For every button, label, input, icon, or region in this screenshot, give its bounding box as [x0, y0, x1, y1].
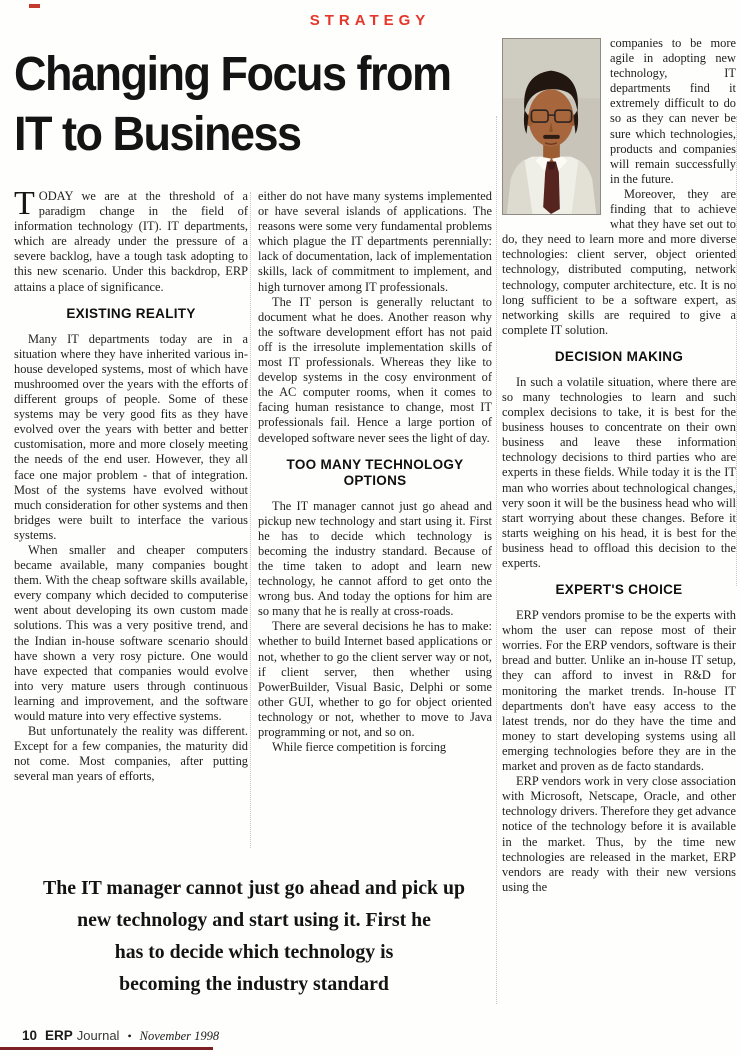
heading-too-many-technology-options: TOO MANY TECHNOLOGY OPTIONS	[286, 456, 464, 488]
footer-rule	[0, 1047, 213, 1050]
body-paragraph: Many IT departments today are in a situation where they have inherited various in-house developed systems, most of which have mushroomed over the years with the efforts of different groups of people. Some of these systems may be very good fits as they have evolved over the years with better and better customisation, more and more closely meeting the needs of the end user. However, they all face one major problem - that of integration. Most of the systems have evolved without much consideration for other systems and then bridges were built to interface the various systems.	[14, 331, 248, 542]
body-paragraph: The IT person is generally reluctant to document what he does. Another reason why the software development effort has not paid off is the irresolute implementation skills of most IT professionals. Whereas they like to develop systems in the cosy environment of the AC computer rooms, when it comes to facing human resistance to change, most IT professionals fail. Hence a large portion of developed software never sees the light of day.	[258, 294, 492, 445]
page-number: 10	[22, 1028, 38, 1043]
body-paragraph: In such a volatile situation, where there are so many technologies to learn and such complex decisions to take, it is best for the business houses to concentrate on their own business and leave these information technology decisions to third parties who are experts in these fields. While today it is the IT man who worries about technological changes, very soon it will be the business head who will start worrying about these changes. Before it starts weighing on his head, it is best for the business head to offload this decision to the experts.	[502, 374, 736, 570]
body-paragraph: ERP vendors promise to be the experts with whom the user can repose most of their worries. For the ERP vendors, software is their bread and butter. Unlike an in-house IT setup, they can afford to invest in R&D for monitoring the market trends. In-house IT departments don't have easy access to the latest trends, nor do they have the time and money to start developing systems using all emerging technologies before they are in the market and proven as de facto standards.	[502, 608, 736, 774]
body-paragraph: ERP vendors work in very close association with Microsoft, Netscape, Oracle, and other technology drivers. Therefore they get advance notice of the technology before it is available in the market. Thus, by the time new technologies are released in the market, ERP vendors are ready with their new versions using the	[502, 774, 736, 894]
author-portrait-photo	[502, 38, 601, 215]
heading-decision-making: DECISION MAKING	[554, 348, 684, 364]
footer-bullet: •	[127, 1029, 132, 1043]
section-label-strategy: STRATEGY	[309, 12, 431, 29]
article-title	[14, 44, 498, 164]
pull-quote-line: becoming the industry standard	[119, 973, 389, 995]
article-title-line-1: Changing Focus from	[14, 46, 451, 101]
body-paragraph: Moreover, they are finding that to achieve what they have set out to do, they need to learn more and more diverse technologies: client server, object oriented technology, distributed computing, network technology, computer architecture, etc. It is no long sufficient to be a software expert, as networking skills are required to give a complete IT solution.	[502, 186, 736, 337]
text-column-3	[502, 36, 736, 1014]
column-divider	[250, 192, 251, 848]
heading-experts-choice: EXPERT'S CHOICE	[555, 582, 683, 598]
body-paragraph: companies to be more agile in adopting new technology, IT departments find it extremely difficult to do so as they can never be sure which technologies, products and companies will remain successfully in the future.	[610, 36, 736, 186]
body-paragraph: While fierce competition is forcing	[272, 740, 447, 755]
body-paragraph: either do not have many systems implemented or have several islands of applications. The reasons were some very fundamental problems which plague the IT departments perennially: lack of documentation, lack of implementation skills, lack of commitment to implement, and high turnover among IT professionals.	[258, 189, 492, 294]
body-paragraph	[14, 189, 248, 295]
article-title-line-2: IT to Business	[14, 106, 301, 161]
page-footer	[22, 1028, 219, 1044]
issue-date: November 1998	[139, 1029, 220, 1043]
journal-name-bold: ERP	[45, 1028, 73, 1043]
body-paragraph: But unfortunately the reality was different. Except for a few companies, the maturity did not come. Most companies, after putting several man years of efforts,	[14, 724, 248, 784]
page-edge-divider	[736, 116, 737, 586]
body-paragraph: When smaller and cheaper computers became available, many companies bought them. With the cheap software skills available, every company which decided to computerise went about developing its own custom made solutions. This was a very positive trend, and the Indian in-house software scenario should have shown a very rosy picture. One would have expected that companies would evolve into very mature users through continuous learning and improvement, and the software would mature into very effective systems.	[14, 542, 248, 723]
body-paragraph: The IT manager cannot just go ahead and pickup new technology and start using it. First he has to decide which technology is becoming the industry standard. Because of the time taken to adopt and learn new technology, he cannot afford to get onto the wrong bus. And today the options for him are so many that he is really at cross-roads.	[258, 498, 492, 619]
pull-quote	[16, 872, 492, 1000]
text-column-2	[258, 189, 492, 865]
column-divider	[496, 116, 497, 1004]
author-portrait-illustration	[503, 39, 600, 214]
drop-cap: T	[14, 189, 35, 222]
pull-quote-line: The IT manager cannot just go ahead and pick up	[43, 877, 465, 899]
journal-name: Journal	[76, 1028, 120, 1043]
heading-existing-reality: EXISTING REALITY	[66, 305, 196, 321]
pull-quote-line: has to decide which technology is	[114, 941, 394, 963]
text-column-1	[14, 189, 248, 865]
body-paragraph: There are several decisions he has to make: whether to build Internet based applications or not, whether to go the client server way or not, if client server, then whether using PowerBuilder, Visual Basic, Delphi or some other GUI, whether to go for object oriented technology or not, whether to move to Java programming or not, and so on.	[258, 619, 492, 739]
paragraph-text: ODAY we are at the threshold of a paradigm change in the field of information technology (IT). IT departments, which are already under the pressure of a severe backlog, have a tough task adopting to this new scenario. Under this backdrop, ERP attains a place of significance.	[14, 189, 248, 294]
scan-mark	[29, 4, 40, 8]
pull-quote-line: new technology and start using it. First he	[77, 909, 431, 931]
